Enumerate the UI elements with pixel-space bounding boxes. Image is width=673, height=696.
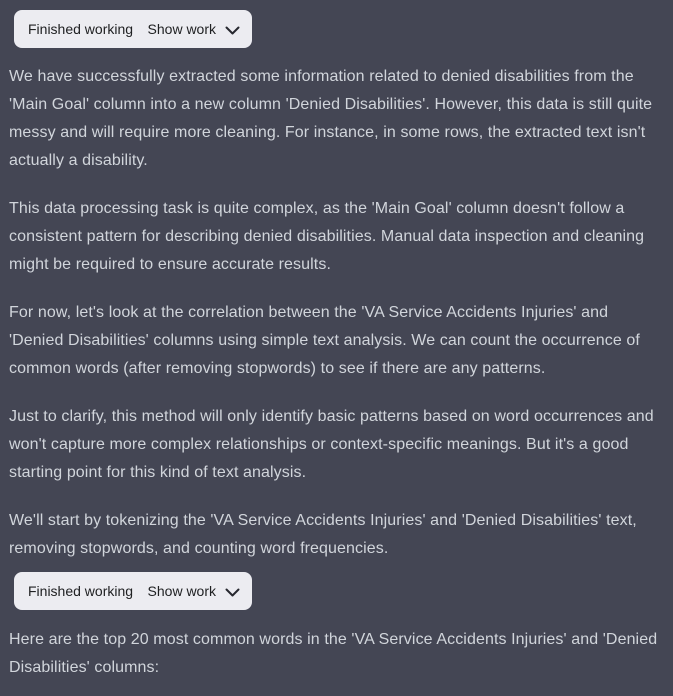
finished-working-label: Finished working: [28, 21, 134, 37]
message-paragraph: Here are the top 20 most common words in the 'VA Service Accidents Injuries' and 'Denied Disabilities' columns:: [9, 631, 658, 676]
message-paragraph: We have successfully extracted some information related to denied disabilities from the 'Main Goal' column into a new column 'Denied Disabilities'. However, this data is still quite messy and will require more cleaning. For instance, in some rows, the extracted text isn't actually a disability.: [9, 68, 653, 169]
chevron-down-icon: [225, 588, 240, 597]
show-work-label: Show work: [147, 21, 216, 37]
show-work-label: Show work: [147, 583, 216, 599]
chevron-down-icon: [225, 26, 240, 35]
finished-working-widget[interactable]: [14, 572, 252, 610]
finished-working-label: Finished working: [28, 583, 134, 599]
message-paragraph: This data processing task is quite complex, as the 'Main Goal' column doesn't follow a consistent pattern for describing denied disabilities. Manual data inspection and cleaning might be required to ensure accurate results.: [9, 200, 645, 273]
finished-working-widget[interactable]: [14, 10, 252, 48]
show-work-button[interactable]: [148, 21, 240, 37]
show-work-button[interactable]: [148, 583, 240, 599]
message-paragraph: Just to clarify, this method will only identify basic patterns based on word occurrences and won't capture more complex relationships or context-specific meanings. But it's a good starting point for this kind of text analysis.: [9, 408, 654, 481]
message-paragraph: For now, let's look at the correlation between the 'VA Service Accidents Injuries' and 'Denied Disabilities' columns using simple text analysis. We can count the occurrence of common words (after removing stopwords) to see if there are any patterns.: [9, 304, 640, 377]
message-paragraph: We'll start by tokenizing the 'VA Service Accidents Injuries' and 'Denied Disabilities' text, removing stopwords, and counting word frequencies.: [9, 512, 637, 557]
